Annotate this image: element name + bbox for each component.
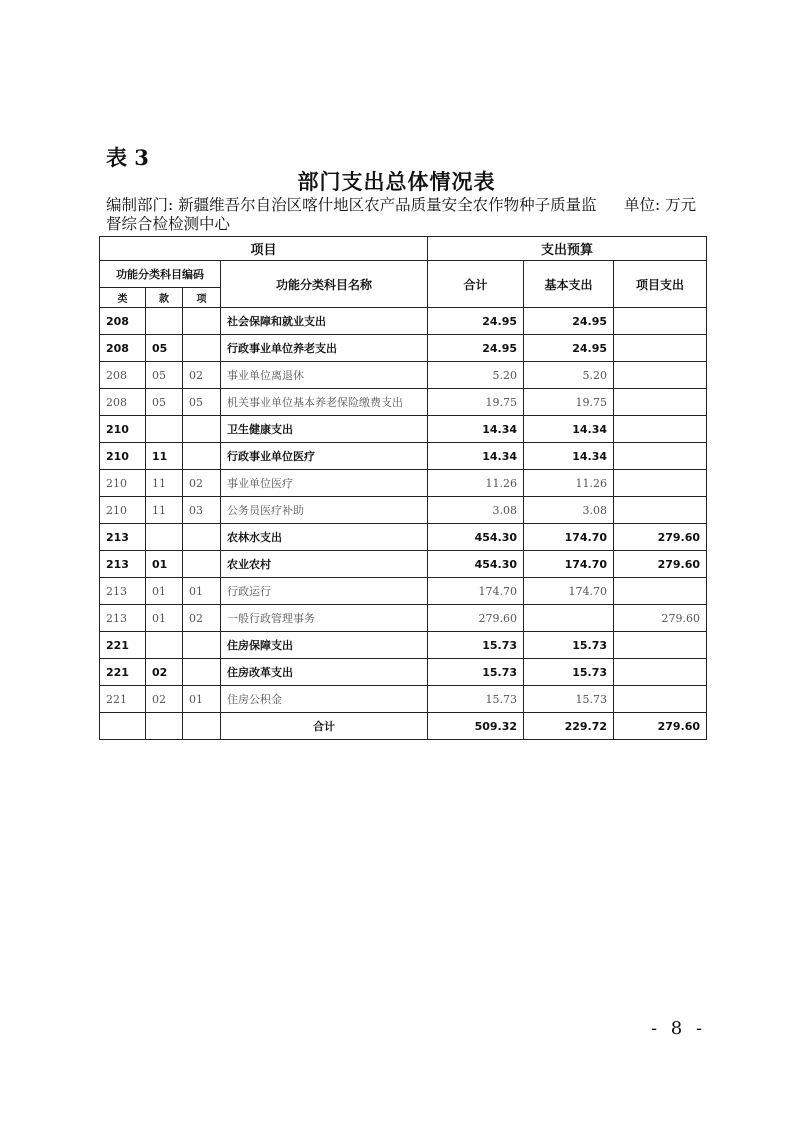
header-func-name: 功能分类科目名称 bbox=[221, 261, 428, 308]
cell-total: 11.26 bbox=[428, 470, 524, 497]
cell-basic: 15.73 bbox=[524, 659, 614, 686]
cell-project bbox=[614, 308, 707, 335]
header-lei: 类 bbox=[100, 288, 146, 308]
cell-lei: 208 bbox=[100, 362, 146, 389]
cell-name: 农林水支出 bbox=[221, 524, 428, 551]
cell-xiang bbox=[183, 713, 221, 740]
cell-name: 行政事业单位养老支出 bbox=[221, 335, 428, 362]
cell-xiang bbox=[183, 524, 221, 551]
cell-xiang bbox=[183, 551, 221, 578]
cell-xiang bbox=[183, 443, 221, 470]
cell-xiang: 03 bbox=[183, 497, 221, 524]
cell-name: 住房公积金 bbox=[221, 686, 428, 713]
cell-total: 454.30 bbox=[428, 524, 524, 551]
cell-project bbox=[614, 416, 707, 443]
cell-project bbox=[614, 335, 707, 362]
cell-kuan bbox=[146, 713, 183, 740]
cell-total: 15.73 bbox=[428, 659, 524, 686]
department-name: 新疆维吾尔自治区喀什地区农产品质量安全农作物种子质量监督综合检检测中心 bbox=[106, 196, 597, 233]
cell-kuan: 11 bbox=[146, 470, 183, 497]
cell-name: 一般行政管理事务 bbox=[221, 605, 428, 632]
cell-basic: 15.73 bbox=[524, 686, 614, 713]
cell-basic: 174.70 bbox=[524, 551, 614, 578]
cell-name: 卫生健康支出 bbox=[221, 416, 428, 443]
cell-kuan bbox=[146, 416, 183, 443]
department-label: 编制部门: bbox=[106, 196, 174, 214]
table-row bbox=[100, 443, 707, 470]
cell-lei: 213 bbox=[100, 551, 146, 578]
expenditure-table bbox=[99, 236, 707, 740]
cell-xiang bbox=[183, 659, 221, 686]
cell-basic: 5.20 bbox=[524, 362, 614, 389]
cell-xiang: 02 bbox=[183, 605, 221, 632]
cell-basic: 19.75 bbox=[524, 389, 614, 416]
cell-lei: 210 bbox=[100, 497, 146, 524]
header-basic: 基本支出 bbox=[524, 261, 614, 308]
cell-kuan bbox=[146, 524, 183, 551]
cell-lei: 221 bbox=[100, 659, 146, 686]
table-row bbox=[100, 686, 707, 713]
cell-project bbox=[614, 443, 707, 470]
cell-name: 事业单位医疗 bbox=[221, 470, 428, 497]
cell-lei: 208 bbox=[100, 308, 146, 335]
cell-xiang: 02 bbox=[183, 470, 221, 497]
cell-total: 279.60 bbox=[428, 605, 524, 632]
table-row bbox=[100, 470, 707, 497]
table-row bbox=[100, 524, 707, 551]
cell-lei: 221 bbox=[100, 686, 146, 713]
cell-basic: 174.70 bbox=[524, 524, 614, 551]
table-row bbox=[100, 659, 707, 686]
cell-basic: 14.34 bbox=[524, 443, 614, 470]
cell-xiang bbox=[183, 335, 221, 362]
header-func-code: 功能分类科目编码 bbox=[100, 261, 221, 288]
cell-kuan: 05 bbox=[146, 389, 183, 416]
cell-project: 279.60 bbox=[614, 551, 707, 578]
cell-basic: 3.08 bbox=[524, 497, 614, 524]
cell-name: 行政事业单位医疗 bbox=[221, 443, 428, 470]
table-row bbox=[100, 335, 707, 362]
cell-xiang bbox=[183, 632, 221, 659]
cell-kuan: 11 bbox=[146, 443, 183, 470]
cell-total: 3.08 bbox=[428, 497, 524, 524]
cell-basic: 11.26 bbox=[524, 470, 614, 497]
cell-name: 公务员医疗补助 bbox=[221, 497, 428, 524]
cell-kuan: 01 bbox=[146, 551, 183, 578]
cell-project bbox=[614, 578, 707, 605]
total-label: 合计 bbox=[221, 713, 428, 740]
cell-xiang bbox=[183, 416, 221, 443]
cell-basic: 174.70 bbox=[524, 578, 614, 605]
total-basic: 229.72 bbox=[524, 713, 614, 740]
cell-lei: 210 bbox=[100, 443, 146, 470]
cell-total: 19.75 bbox=[428, 389, 524, 416]
cell-name: 住房保障支出 bbox=[221, 632, 428, 659]
table-row bbox=[100, 389, 707, 416]
cell-kuan bbox=[146, 308, 183, 335]
cell-project bbox=[614, 497, 707, 524]
table-row bbox=[100, 632, 707, 659]
cell-name: 农业农村 bbox=[221, 551, 428, 578]
cell-lei: 213 bbox=[100, 578, 146, 605]
cell-xiang: 02 bbox=[183, 362, 221, 389]
cell-kuan: 01 bbox=[146, 578, 183, 605]
table-label: 表 3 bbox=[106, 145, 149, 170]
cell-name: 机关事业单位基本养老保险缴费支出 bbox=[221, 389, 428, 416]
cell-lei bbox=[100, 713, 146, 740]
page-number: - 8 - bbox=[651, 1018, 707, 1039]
cell-total: 14.34 bbox=[428, 443, 524, 470]
header-budget: 支出预算 bbox=[428, 237, 707, 261]
cell-project bbox=[614, 686, 707, 713]
cell-total: 14.34 bbox=[428, 416, 524, 443]
header-project: 项目支出 bbox=[614, 261, 707, 308]
header-item: 项目 bbox=[100, 237, 428, 261]
table-row bbox=[100, 551, 707, 578]
cell-project bbox=[614, 470, 707, 497]
cell-kuan: 11 bbox=[146, 497, 183, 524]
cell-project bbox=[614, 659, 707, 686]
cell-kuan: 05 bbox=[146, 335, 183, 362]
cell-lei: 210 bbox=[100, 416, 146, 443]
total-row bbox=[100, 713, 707, 740]
table-row bbox=[100, 578, 707, 605]
cell-total: 24.95 bbox=[428, 308, 524, 335]
cell-lei: 208 bbox=[100, 335, 146, 362]
header-kuan: 款 bbox=[146, 288, 183, 308]
cell-kuan: 01 bbox=[146, 605, 183, 632]
cell-xiang: 05 bbox=[183, 389, 221, 416]
department-line bbox=[106, 196, 606, 234]
header-xiang: 项 bbox=[183, 288, 221, 308]
unit-label: 单位: 万元 bbox=[624, 196, 697, 214]
document-title: 部门支出总体情况表 bbox=[297, 169, 496, 194]
cell-basic: 15.73 bbox=[524, 632, 614, 659]
cell-kuan: 02 bbox=[146, 686, 183, 713]
header-row-2 bbox=[100, 261, 707, 288]
cell-project bbox=[614, 632, 707, 659]
total-sum: 509.32 bbox=[428, 713, 524, 740]
cell-lei: 221 bbox=[100, 632, 146, 659]
cell-xiang: 01 bbox=[183, 686, 221, 713]
table-row bbox=[100, 497, 707, 524]
cell-total: 15.73 bbox=[428, 686, 524, 713]
cell-kuan bbox=[146, 632, 183, 659]
cell-lei: 213 bbox=[100, 605, 146, 632]
table-row bbox=[100, 308, 707, 335]
cell-kuan: 05 bbox=[146, 362, 183, 389]
cell-lei: 208 bbox=[100, 389, 146, 416]
cell-total: 24.95 bbox=[428, 335, 524, 362]
cell-name: 行政运行 bbox=[221, 578, 428, 605]
cell-basic: 24.95 bbox=[524, 308, 614, 335]
cell-total: 15.73 bbox=[428, 632, 524, 659]
cell-xiang: 01 bbox=[183, 578, 221, 605]
cell-name: 社会保障和就业支出 bbox=[221, 308, 428, 335]
table-row bbox=[100, 362, 707, 389]
cell-total: 174.70 bbox=[428, 578, 524, 605]
cell-project bbox=[614, 389, 707, 416]
cell-project: 279.60 bbox=[614, 524, 707, 551]
cell-basic: 24.95 bbox=[524, 335, 614, 362]
cell-kuan: 02 bbox=[146, 659, 183, 686]
header-total: 合计 bbox=[428, 261, 524, 308]
cell-name: 住房改革支出 bbox=[221, 659, 428, 686]
cell-total: 454.30 bbox=[428, 551, 524, 578]
cell-name: 事业单位离退休 bbox=[221, 362, 428, 389]
header-row-1 bbox=[100, 237, 707, 261]
cell-lei: 210 bbox=[100, 470, 146, 497]
cell-xiang bbox=[183, 308, 221, 335]
cell-basic: 14.34 bbox=[524, 416, 614, 443]
cell-total: 5.20 bbox=[428, 362, 524, 389]
cell-project: 279.60 bbox=[614, 605, 707, 632]
table-row bbox=[100, 416, 707, 443]
table-row bbox=[100, 605, 707, 632]
cell-basic bbox=[524, 605, 614, 632]
total-project: 279.60 bbox=[614, 713, 707, 740]
cell-project bbox=[614, 362, 707, 389]
cell-lei: 213 bbox=[100, 524, 146, 551]
